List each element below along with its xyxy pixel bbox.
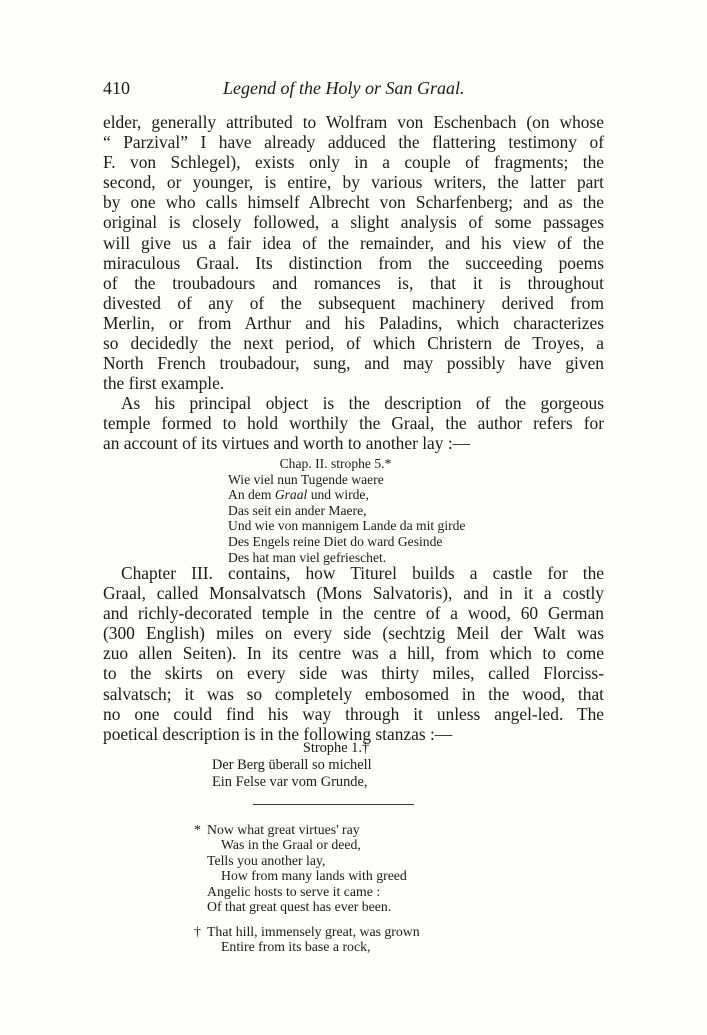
footnote-separator bbox=[253, 804, 414, 805]
footnote-mark: * bbox=[194, 822, 201, 837]
text-line: by one who calls himself Albrecht von Scharfenberg; and as the bbox=[103, 192, 604, 213]
text-line: an account of its virtues and worth to another lay :— bbox=[103, 433, 471, 454]
text-line: divested of any of the subsequent machinery derived from bbox=[103, 292, 604, 313]
footnote-2 bbox=[194, 924, 420, 955]
verse-line: Das seit ein ander Maere, bbox=[228, 502, 367, 518]
text-line: F. von Schlegel), exists only in a couple of fragments; the bbox=[103, 152, 604, 173]
paragraph-1 bbox=[103, 112, 604, 393]
text-line: second, or younger, is entire, by various writers, the latter part bbox=[103, 172, 604, 193]
paragraph-2 bbox=[103, 393, 604, 453]
running-title: Legend of the Holy or San Graal. bbox=[223, 78, 465, 98]
text-line: North French troubadour, sung, and may possibly have given bbox=[103, 353, 604, 374]
text-line: of the troubadours and romances is, that it is throughout bbox=[103, 272, 604, 293]
text-line: As his principal object is the description of the gorgeous bbox=[121, 393, 604, 413]
footnote-line: Was in the Graal or deed, bbox=[221, 837, 361, 853]
text-line: so decidedly the next period, of which Christern de Troyes, a bbox=[103, 333, 604, 354]
footnote-line: Entire from its base a rock, bbox=[221, 939, 371, 955]
text-line: “ Parzival” I have already adduced the flattering testimony of bbox=[103, 132, 604, 153]
verse-line: Und wie von mannigem Lande da mit girde bbox=[228, 518, 466, 534]
text-line: and richly-decorated temple in the centre of a wood, 60 German bbox=[103, 603, 604, 624]
page-header bbox=[103, 78, 603, 104]
verse-line: An dem Graal und wirde, bbox=[228, 487, 369, 503]
footnote-line: That hill, immensely great, was grown bbox=[207, 924, 420, 939]
text-line: zuo allen Seiten). In its centre was a hill, from which to come bbox=[103, 643, 604, 664]
text-line: (300 English) miles on every side (sechtzig Meil der Walt was bbox=[103, 623, 604, 644]
verse-line: Ein Felse var vom Grunde, bbox=[212, 774, 368, 790]
footnote-line: Of that great quest has ever been. bbox=[207, 899, 392, 915]
verse-heading: Chap. II. strophe 5.* bbox=[279, 456, 392, 471]
paragraph-3 bbox=[103, 563, 604, 744]
verse-heading: Strophe 1.† bbox=[302, 740, 370, 756]
text-line: salvatsch; it was so completely embosomed in the wood, that bbox=[103, 683, 604, 704]
text-line: miraculous Graal. Its distinction from the succeeding poems bbox=[103, 252, 604, 273]
text-line: to the skirts on every side was thirty miles, called Florciss- bbox=[103, 663, 604, 684]
page-number: 410 bbox=[103, 78, 130, 98]
verse-strophe-5 bbox=[228, 456, 528, 565]
footnote-line: Angelic hosts to serve it came : bbox=[207, 883, 381, 899]
verse-strophe-1 bbox=[212, 740, 512, 791]
text-line: Chapter III. contains, how Titurel builds a castle for the bbox=[121, 563, 604, 583]
text-line: original is closely followed, a slight analysis of some passages bbox=[103, 212, 604, 233]
verse-line: Wie viel nun Tugende waere bbox=[228, 471, 384, 487]
verse-line: Der Berg überall so michell bbox=[212, 757, 372, 773]
text-line: no one could find his way through it unless angel-led. The bbox=[103, 703, 604, 724]
text-line: poetical description is in the following stanzas :— bbox=[103, 723, 453, 744]
text-line: temple formed to hold worthily the Graal, the author refers for bbox=[103, 413, 604, 434]
text-line: elder, generally attributed to Wolfram von Eschenbach (on whose bbox=[103, 112, 604, 132]
footnote-mark: † bbox=[194, 924, 201, 939]
verse-line: Des hat man viel gefrieschet. bbox=[228, 549, 387, 565]
verse-line: Des Engels reine Diet do ward Gesinde bbox=[228, 533, 443, 549]
footnote-line: Tells you another lay, bbox=[207, 852, 326, 868]
footnote-line: How from many lands with greed bbox=[221, 868, 407, 884]
text-line: the first example. bbox=[103, 373, 225, 394]
footnote-line: Now what great virtues' ray bbox=[207, 822, 360, 837]
text-line: Graal, called Monsalvatsch (Mons Salvatoris), and in it a costly bbox=[103, 583, 604, 604]
text-line: will give us a fair idea of the remainder, and his view of the bbox=[103, 232, 604, 253]
footnote-1 bbox=[194, 822, 407, 915]
text-line: Merlin, or from Arthur and his Paladins, which characterizes bbox=[103, 312, 604, 333]
